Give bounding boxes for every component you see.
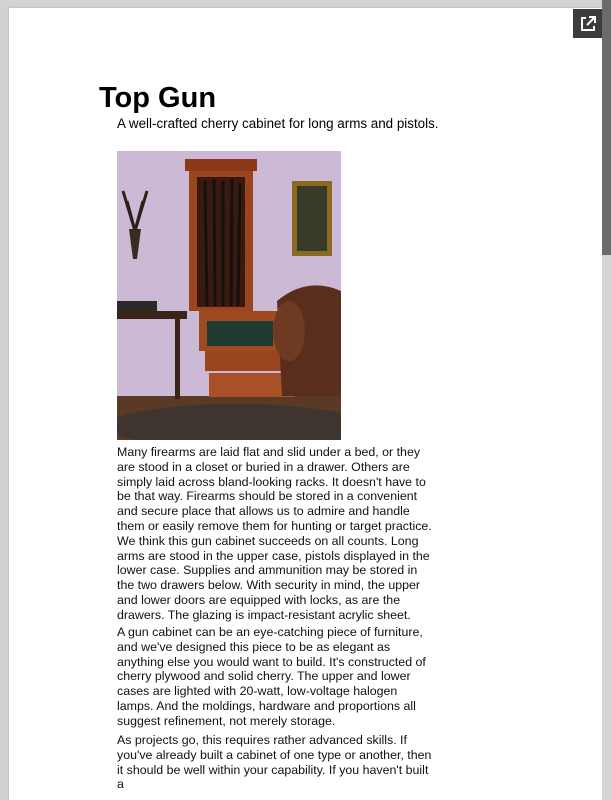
- body-paragraph: As projects go, this requires rather advanced skills. If you've already built a cabinet of one type or another, then it should be well within your capability. If you haven't built a: [117, 733, 432, 792]
- body-paragraph: A gun cabinet can be an eye-catching piece of furniture, and we've designed this piece to be as elegant as anything else you would want to build. It's constructed of cherry plywood and solid cherry. The upper and lower cases are lighted with 20-watt, low-voltage halogen lamps. And the moldings, hardware and proportions all suggest refinement, not merely storage.: [117, 625, 426, 728]
- article-subtitle: A well-crafted cherry cabinet for long arms and pistols.: [117, 116, 439, 131]
- popout-button[interactable]: [573, 9, 602, 38]
- gun-cabinet-photo: [117, 151, 341, 440]
- body-paragraph: Many firearms are laid flat and slid under a bed, or they are stood in a closet or buried in a drawer. Others are simply laid across bland-looking racks. It doesn't have to be that way. Firearms should be stored in a convenient and secure place that allows us to admire and handle them or easily remove them for hunting or target practice. We think this gun cabinet succeeds on all counts. Long arms are stood in the upper case, pistols displayed in the lower case. Supplies and ammunition may be stored in the two drawers below. With security in mind, the upper and lower doors are equipped with locks, as are the drawers. The glazing is impact-resistant acrylic sheet.: [117, 445, 432, 622]
- open-in-new-window-icon: [580, 16, 596, 32]
- article-title: Top Gun: [99, 82, 217, 114]
- scrollbar-thumb[interactable]: [602, 0, 611, 255]
